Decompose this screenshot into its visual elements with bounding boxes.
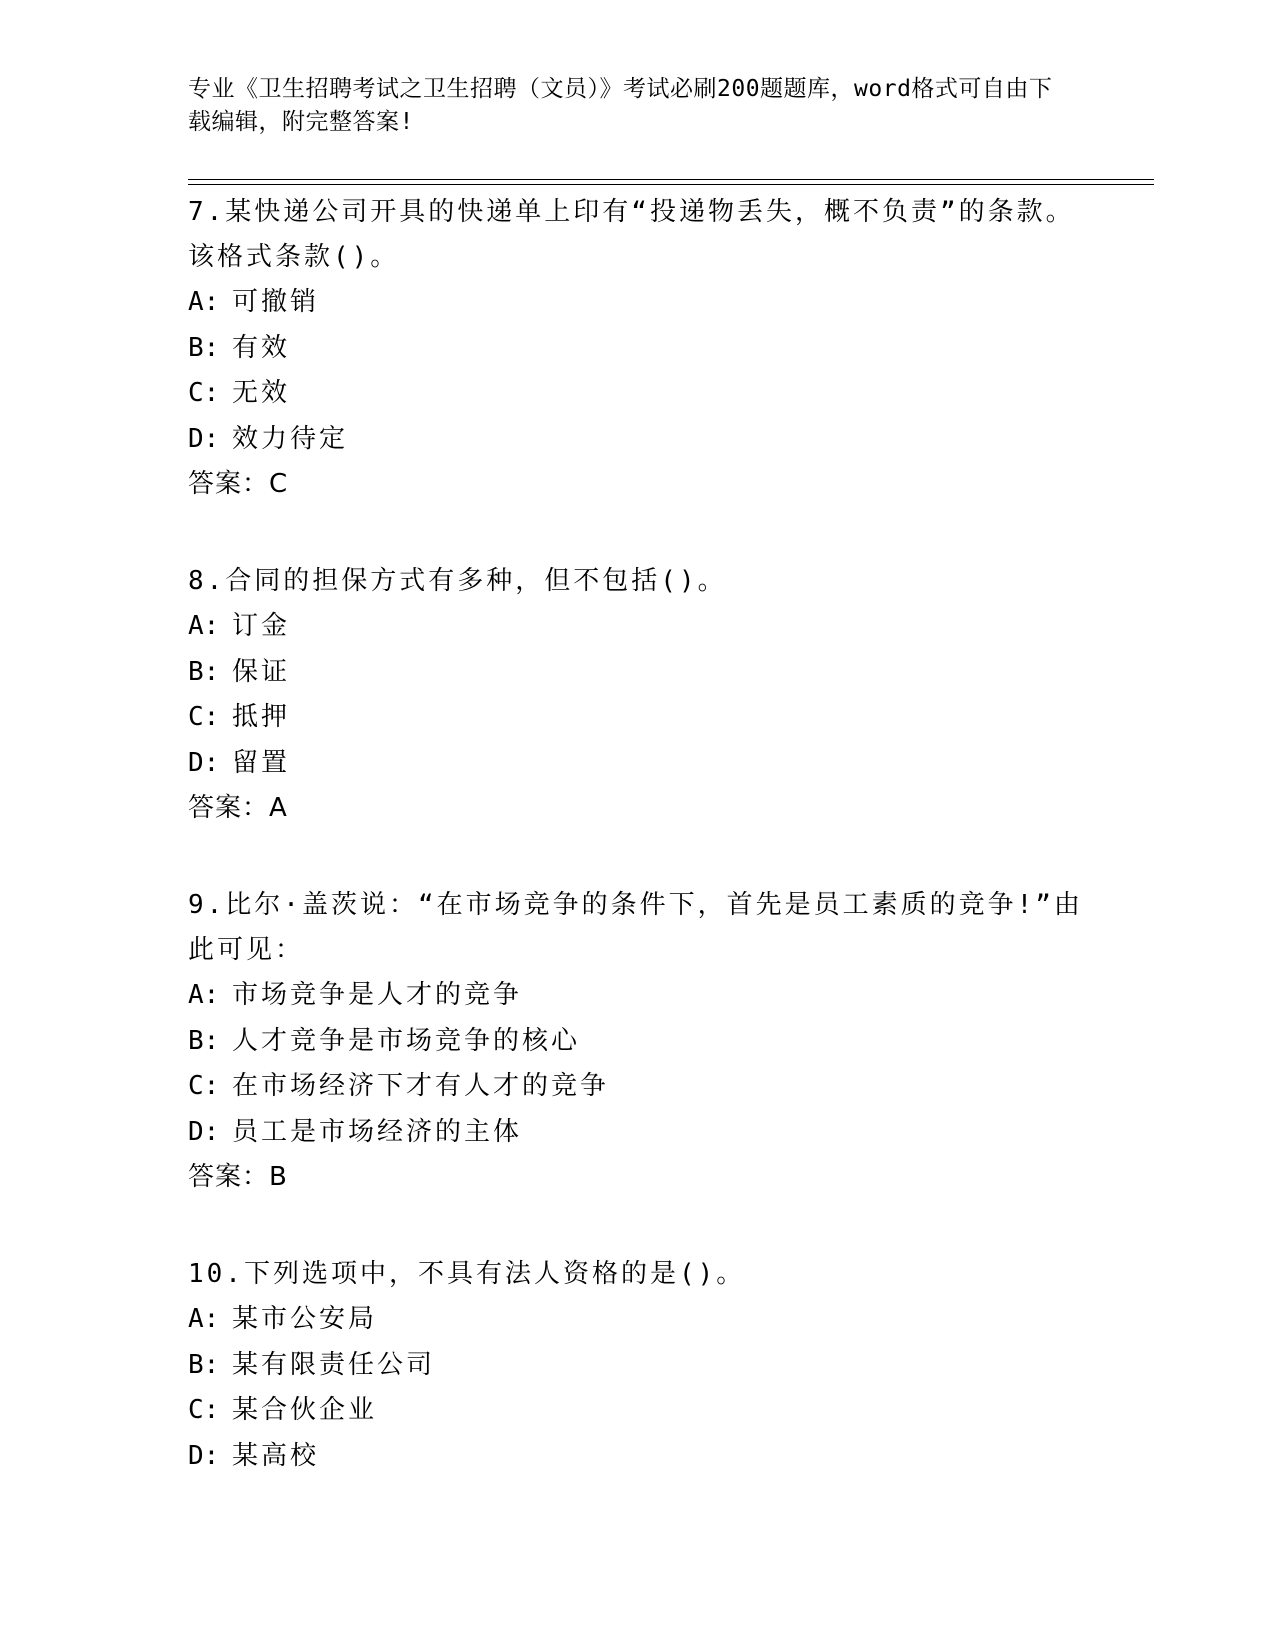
header-rule-top [188, 179, 1154, 180]
option-a [188, 280, 1088, 326]
option-letter: D: [188, 747, 220, 778]
option-letter: C: [188, 702, 220, 732]
option-d [188, 1434, 1088, 1480]
header-rule-bottom [188, 184, 1154, 185]
question-stem: 10.下列选项中，不具有法人资格的是()。 [188, 1259, 746, 1289]
option-letter: B: [188, 656, 220, 687]
option-a [188, 604, 1088, 650]
option-letter: C: [188, 1395, 220, 1425]
option-letter: C: [188, 1071, 220, 1101]
option-text: 市场竞争是人才的竞争 [232, 980, 523, 1010]
question-item [188, 190, 1088, 507]
option-letter: D: [188, 1116, 220, 1147]
option-letter: D: [188, 423, 220, 454]
option-text: 人才竞争是市场竞争的核心 [232, 1025, 581, 1056]
option-b [188, 1343, 1088, 1389]
option-text: 无效 [232, 378, 291, 408]
option-text: 某合伙企业 [232, 1395, 378, 1425]
option-letter: A: [188, 980, 220, 1010]
option-text: 在市场经济下才有人才的竞争 [232, 1071, 610, 1101]
option-text: 可撤销 [232, 287, 320, 317]
option-text: 某市公安局 [232, 1304, 378, 1334]
answer-line: 答案：C [188, 469, 289, 499]
option-letter: A: [188, 1304, 220, 1334]
option-b [188, 1019, 1088, 1065]
option-text: 效力待定 [232, 423, 349, 454]
question-item [188, 1252, 1088, 1479]
option-letter: B: [188, 332, 220, 363]
question-item [188, 559, 1088, 831]
option-letter: B: [188, 1349, 220, 1380]
option-text: 有效 [232, 332, 291, 363]
option-letter: B: [188, 1025, 220, 1056]
option-a [188, 1297, 1088, 1343]
option-text: 某有限责任公司 [232, 1349, 436, 1380]
option-b [188, 650, 1088, 696]
question-list [188, 190, 1088, 1531]
option-text: 某高校 [232, 1440, 320, 1471]
option-text: 留置 [232, 747, 291, 778]
option-d [188, 741, 1088, 787]
option-c [188, 371, 1088, 417]
answer-line: 答案：B [188, 1162, 288, 1192]
option-letter: C: [188, 378, 220, 408]
option-letter: D: [188, 1440, 220, 1471]
option-text: 保证 [232, 656, 291, 687]
option-c [188, 1388, 1088, 1434]
question-stem: 7.某快递公司开具的快递单上印有“投递物丢失，概不负责”的条款。该格式条款()。 [188, 197, 1075, 272]
option-letter: A: [188, 287, 220, 317]
option-c [188, 1064, 1088, 1110]
option-d [188, 417, 1088, 463]
question-item [188, 883, 1088, 1200]
option-letter: A: [188, 611, 220, 641]
option-d [188, 1110, 1088, 1156]
option-a [188, 973, 1088, 1019]
question-stem: 9.比尔·盖茨说：“在市场竞争的条件下，首先是员工素质的竞争!”由此可见： [188, 890, 1083, 965]
option-c [188, 695, 1088, 741]
option-text: 员工是市场经济的主体 [232, 1116, 523, 1147]
document-header: 专业《卫生招聘考试之卫生招聘（文员）》考试必刷200题题库，word格式可自由下载编辑，附完整答案! [188, 76, 1053, 135]
option-text: 抵押 [232, 702, 291, 732]
option-b [188, 326, 1088, 372]
question-stem: 8.合同的担保方式有多种，但不包括()。 [188, 566, 727, 596]
option-text: 订金 [232, 611, 291, 641]
answer-line: 答案：A [188, 793, 288, 823]
